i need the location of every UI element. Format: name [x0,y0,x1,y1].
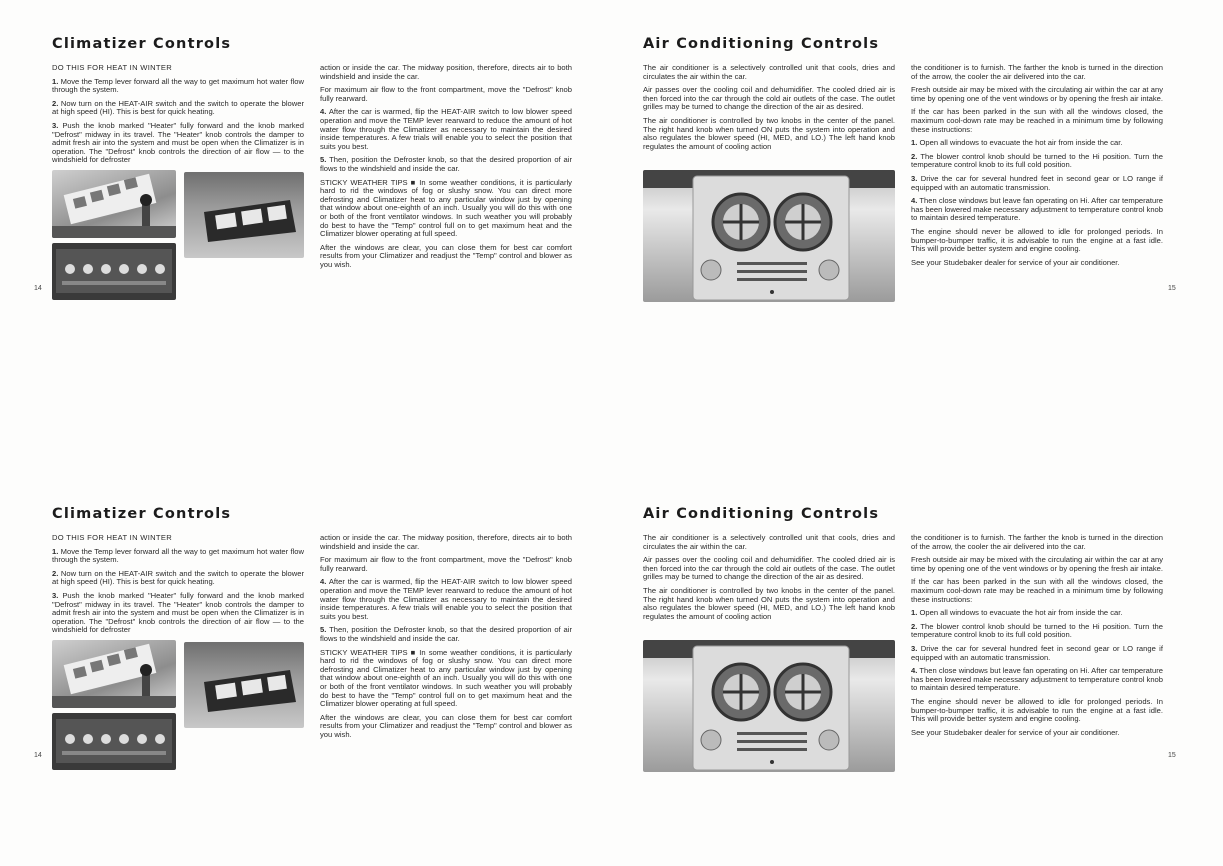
paragraph: For maximum air flow to the front compartment, move the "Defrost" knob fully rearward. [320,555,572,573]
step-4: 4. After the car is warmed, flip the HEAT-AIR switch to low blower speed operation and move the TEMP lever rearward to reduce the amount of hot water flow through the Climatizer as necessary to maintain the desired inside temperatures. A few trials will enable you to select the position that suits you best. [320,577,572,621]
section-heading: DO THIS FOR HEAT IN WINTER [52,63,173,72]
ac-unit-photo [643,170,895,302]
step-2: 2. The blower control knob should be turned to the Hi position. Turn the temperature control knob to its full cold position. [911,151,1163,170]
paragraph: the conditioner is to furnish. The farther the knob is turned in the direction of the arrow, the cooler the air delivered into the car. [911,63,1163,81]
paragraph: Air passes over the cooling coil and dehumidifier. The cooled dried air is then forced into the car through the cold air outlets of the case. The outlet grilles may be turned to change the direction of the air as desired. [643,85,895,112]
step-2: 2. Now turn on the HEAT-AIR switch and the switch to operate the blower at high speed (HI). This is best for quick heating. [52,98,304,117]
step-5: 5. Then, position the Defroster knob, so that the desired proportion of air flows to the windshield and inside the car. [320,625,572,643]
paragraph: The engine should never be allowed to idle for prolonged periods. In bumper-to-bumper traffic, it is advisable to run the engine at a fast idle. This will provide better system and engine cooling. [911,696,1163,724]
page-title-air-conditioning: Air Conditioning Controls [643,506,880,522]
step-1: 1. Move the Temp lever forward all the way to get maximum hot water flow through the system. [52,76,304,95]
page-title-climatizer: Climatizer Controls [52,506,232,522]
step-3: 3. Drive the car for several hundred feet in second gear or LO range if equipped with an automatic transmission. [911,173,1163,192]
step-3: 3. Drive the car for several hundred feet in second gear or LO range if equipped with an automatic transmission. [911,643,1163,662]
page-number: 14 [34,285,42,292]
ac-column-2 [911,64,1163,272]
sticky-weather-tips: STICKY WEATHER TIPS ■ In some weather conditions, it is particularly hard to rid the windows of fog or slushy snow. You can direct more defrosting and Climatizer heat to any particular window just by opening that window about one-eighth of an inch. Usually you will do this with one or both of the front ventilator windows. In such weather you will probably do best to have the "Temp" control full on to get maximum heat and the Climatizer blower operating at full speed. [320,647,572,709]
step-2: 2. The blower control knob should be turned to the Hi position. Turn the temperature control knob to its full cold position. [911,621,1163,640]
step-3: 3. Push the knob marked "Heater" fully forward and the knob marked "Defrost" midway in its travel. The "Heater" knob controls the damper to admit fresh air into the system and must be open when the Climatizer is in operation. The "Defrost" knob controls the direction of air flow — to the windshield for defroster [52,590,304,635]
climatizer-panel-photo [52,640,176,708]
step-3: 3. Push the knob marked "Heater" fully forward and the knob marked "Defrost" midway in its travel. The "Heater" knob controls the damper to admit fresh air into the system and must be open when the Climatizer is in operation. The "Defrost" knob controls the direction of air flow — to the windshield for defroster [52,120,304,165]
paragraph: action or inside the car. The midway position, therefore, directs air to both windshield and inside the car. [320,533,572,551]
paragraph: For maximum air flow to the front compartment, move the "Defrost" knob fully rearward. [320,85,572,103]
paragraph: See your Studebaker dealer for service of your air conditioner. [911,727,1120,737]
climatizer-switch-photo [184,172,304,258]
step-4: 4. Then close windows but leave fan operating on Hi. After car temperature has been lowered make necessary adjustment to temperature control knob to maintain desired temperature. [911,666,1163,693]
step-4: 4. Then close windows but leave fan operating on Hi. After car temperature has been lowered make necessary adjustment to temperature control knob to maintain desired temperature. [911,196,1163,223]
paragraph: action or inside the car. The midway position, therefore, directs air to both windshield and inside the car. [320,63,572,81]
paragraph: Air passes over the cooling coil and dehumidifier. The cooled dried air is then forced into the car through the cold air outlets of the case. The outlet grilles may be turned to change the direction of the air as desired. [643,555,895,582]
climatizer-knobs-photo [52,243,176,300]
sticky-weather-tips: STICKY WEATHER TIPS ■ In some weather conditions, it is particularly hard to rid the windows of fog or slushy snow. You can direct more defrosting and Climatizer heat to any particular window just by opening that window about one-eighth of an inch. Usually you will do this with one or both of the front ventilator windows. In such weather you will probably do best to have the "Temp" control full on to get maximum heat and the Climatizer blower operating at full speed. [320,177,572,239]
paragraph: The engine should never be allowed to idle for prolonged periods. In bumper-to-bumper traffic, it is advisable to run the engine at a fast idle. This will provide better system and engine cooling. [911,226,1163,254]
climatizer-column-2 [320,534,572,744]
ac-unit-photo [643,640,895,772]
page-number: 15 [1168,752,1176,759]
step-2: 2. Now turn on the HEAT-AIR switch and the switch to operate the blower at high speed (HI). This is best for quick heating. [52,568,304,587]
ac-column-1 [643,534,895,626]
step-1: 1. Move the Temp lever forward all the way to get maximum hot water flow through the system. [52,546,304,565]
step-5: 5. Then, position the Defroster knob, so that the desired proportion of air flows to the windshield and inside the car. [320,155,572,173]
step-1: 1. Open all windows to evacuate the hot air from inside the car. [911,138,1123,148]
page-number: 15 [1168,285,1176,292]
paragraph: Fresh outside air may be mixed with the circulating air within the car at any time by opening one of the vent windows or by opening the fresh air intake. [911,555,1164,573]
paragraph: See your Studebaker dealer for service of your air conditioner. [911,257,1120,267]
paragraph: After the windows are clear, you can close them for best car comfort results from your Climatizer and readjust the "Temp" control and blower as you wish. [320,712,572,739]
ac-column-2 [911,534,1163,742]
step-4: 4. After the car is warmed, flip the HEAT-AIR switch to low blower speed operation and move the TEMP lever rearward to reduce the amount of hot water flow through the Climatizer as necessary to maintain the desired inside temperatures. A few trials will enable you to select the position that suits you best. [320,107,572,151]
paragraph: If the car has been parked in the sun with all the windows closed, the maximum cool-down rate may be reached in a minimum time by following these instructions: [911,577,1163,604]
paragraph: Fresh outside air may be mixed with the circulating air within the car at any time by opening one of the vent windows or by opening the fresh air intake. [911,85,1164,103]
paragraph: The air conditioner is a selectively controlled unit that cools, dries and circulates the air within the car. [643,533,895,551]
page-title-climatizer: Climatizer Controls [52,36,232,52]
climatizer-column-2 [320,64,572,274]
climatizer-column-1 [52,64,304,170]
paragraph: the conditioner is to furnish. The farther the knob is turned in the direction of the arrow, the cooler the air delivered into the car. [911,533,1163,551]
section-heading: DO THIS FOR HEAT IN WINTER [52,533,173,542]
climatizer-knobs-photo [52,713,176,770]
paragraph: After the windows are clear, you can close them for best car comfort results from your Climatizer and readjust the "Temp" control and blower as you wish. [320,242,572,269]
page-title-air-conditioning: Air Conditioning Controls [643,36,880,52]
paragraph: The air conditioner is controlled by two knobs in the center of the panel. The right hand knob when turned ON puts the system into operation and also regulates the blower speed (HI, MED, and LO.) The left hand knob regulates the amount of cooling action [643,585,895,621]
paragraph: If the car has been parked in the sun with all the windows closed, the maximum cool-down rate may be reached in a minimum time by following these instructions: [911,107,1163,134]
step-1: 1. Open all windows to evacuate the hot air from inside the car. [911,608,1123,618]
manual-spread-bottom [0,470,1223,866]
climatizer-switch-photo [184,642,304,728]
ac-column-1 [643,64,895,156]
page-number: 14 [34,752,42,759]
climatizer-panel-photo [52,170,176,238]
manual-spread-top [0,0,1223,396]
climatizer-column-1 [52,534,304,640]
paragraph: The air conditioner is controlled by two knobs in the center of the panel. The right hand knob when turned ON puts the system into operation and also regulates the blower speed (HI, MED, and LO.) The left hand knob regulates the amount of cooling action [643,115,895,151]
paragraph: The air conditioner is a selectively controlled unit that cools, dries and circulates the air within the car. [643,63,895,81]
